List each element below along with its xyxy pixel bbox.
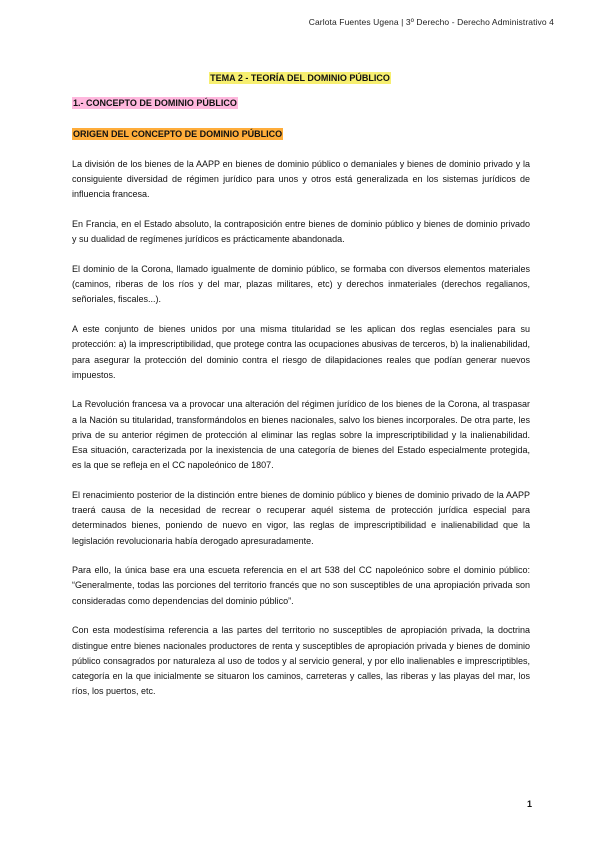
title-container bbox=[0, 68, 600, 86]
paragraph: La Revolución francesa va a provocar una alteración del régimen jurídico de los bienes de la Corona, al traspasar a la Nación su titularidad, transformándolos en bienes nacionales, salvo los bienes incorporales. De otra parte, les priva de su anterior régimen de protección al eliminar las reglas sobre la imprescriptibilidad y la inalienabilidad. Esa situación, caracterizada por la inexistencia de una categoría de bienes del Estado especialmente protegida, es la que se refleja en el CC napoleónico de 1807. bbox=[72, 399, 530, 471]
paragraph: Para ello, la única base era una escueta referencia en el art 538 del CC napoleónico sobre el dominio público: “Generalmente, todas las porciones del territorio francés que no son susceptibles de una apropiación privada son consideradas como dependencias del dominio público”. bbox=[72, 565, 530, 606]
section-heading: 1.- CONCEPTO DE DOMINIO PÚBLICO bbox=[73, 98, 237, 108]
page-header: Carlota Fuentes Ugena | 3º Derecho - Derecho Administrativo 4 bbox=[308, 17, 554, 27]
paragraph: Con esta modestísima referencia a las partes del territorio no susceptibles de apropiación privada, la doctrina distingue entre bienes nacionales productores de renta y susceptibles de apropiación privada y bienes de dominio público consagrados por naturaleza al uso de todos y al servicio general, y por ello inalienables e imprescriptibles, categoría en la que inicialmente se situaron los caminos, carreteras y calles, las riberas y las playas del mar, los ríos, los puertos, etc. bbox=[72, 625, 530, 697]
paragraph: A este conjunto de bienes unidos por una misma titularidad se les aplican dos reglas esenciales para su protección: a) la imprescriptibilidad, que protege contra las ocupaciones abusivas de terceros, b) la inalienabilidad, para asegurar la protección del dominio contra el riesgo de dilapidaciones reales que podían generar nuevos impuestos. bbox=[72, 324, 530, 380]
document-title: TEMA 2 - TEORÍA DEL DOMINIO PÚBLICO bbox=[210, 73, 390, 83]
paragraph: El renacimiento posterior de la distinción entre bienes de dominio público y bienes de dominio privado de la AAPP traerá causa de la necesidad de recrear o recuperar aquél sistema de protección jurídica especial para determinados bienes, poniendo de nuevo en vigor, las reglas de imprescriptibilidad e inalienabilidad que la legislación revolucionaria había derogado apresuradamente. bbox=[72, 489, 530, 546]
paragraph: El dominio de la Corona, llamado igualmente de dominio público, se formaba con diversos elementos materiales (caminos, riberas de los ríos y del mar, plazas militares, etc) y derechos inmateriales (derechos regalianos, señoriales, fiscales...). bbox=[72, 264, 530, 305]
paragraph: En Francia, en el Estado absoluto, la contraposición entre bienes de dominio público y bienes de dominio privado y su dualidad de regímenes jurídicos es prácticamente abandonada. bbox=[72, 219, 530, 245]
paragraph: La división de los bienes de la AAPP en bienes de dominio público o demaniales y bienes de dominio privado y la consiguiente diversidad de régimen jurídico para unos y otros está generalizada en los sistemas jurídicos de influencia francesa. bbox=[72, 159, 530, 200]
body-text bbox=[72, 157, 530, 714]
subsection-heading: ORIGEN DEL CONCEPTO DE DOMINIO PÚBLICO bbox=[73, 129, 283, 139]
page-number: 1 bbox=[526, 799, 532, 809]
